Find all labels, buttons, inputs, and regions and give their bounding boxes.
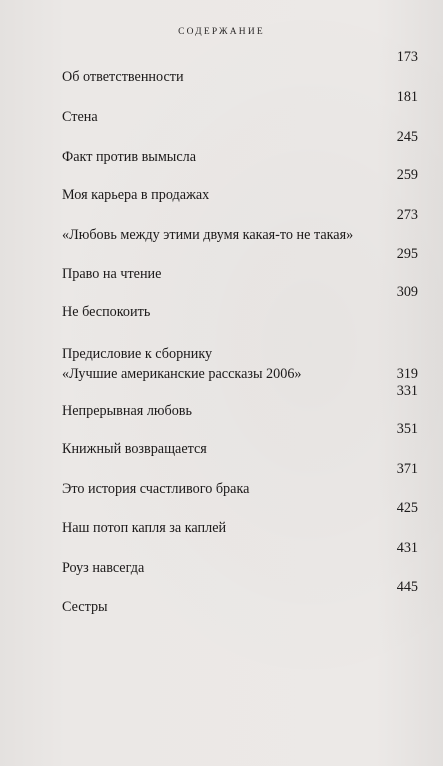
- toc-entry-page: 351: [396, 421, 418, 437]
- toc-entry-title: Моя карьера в продажах: [62, 187, 210, 203]
- page-header: СОДЕРЖАНИЕ: [178, 27, 265, 37]
- toc-entry-page: 273: [396, 207, 418, 223]
- toc-entry-page: 245: [396, 129, 418, 145]
- toc-entry-page: 259: [396, 167, 418, 183]
- toc-entry-title: Это история счастливого брака: [62, 481, 250, 497]
- toc-entry-title: Об ответственности: [62, 69, 184, 85]
- toc-entry-title: Роуз навсегда: [62, 560, 145, 576]
- toc-entry-page: 173: [396, 49, 418, 65]
- toc-entry-page: 295: [396, 246, 418, 262]
- toc-entry-page: 371: [396, 461, 418, 477]
- toc-entry-page: 181: [396, 89, 418, 105]
- toc-entry-title: Предисловие к сборнику «Лучшие американские рассказы 2006»: [62, 346, 302, 382]
- toc-entry-title: Факт против вымысла: [62, 149, 197, 165]
- toc-entry-title: Право на чтение: [62, 266, 162, 282]
- toc-entry: [62, 344, 418, 384]
- toc-entry-title: Сестры: [62, 599, 108, 615]
- toc-entry-page: 309: [396, 284, 418, 300]
- toc-entry-title: Наш потоп капля за каплей: [62, 520, 227, 536]
- toc-entry-title: «Любовь между этими двумя какая-то не такая»: [62, 227, 354, 243]
- toc-entry-title: Стена: [62, 109, 98, 125]
- toc-entry-page: 319: [396, 366, 418, 382]
- toc-entry-page: 445: [396, 579, 418, 595]
- toc-entry-page: 331: [396, 383, 418, 399]
- toc-entry-title: Не беспокоить: [62, 304, 151, 320]
- toc-entry-title: Непрерывная любовь: [62, 403, 192, 419]
- toc-entry-title: Книжный возвращается: [62, 441, 207, 457]
- toc-entry-page: 425: [396, 500, 418, 516]
- toc-entry-page: 431: [396, 540, 418, 556]
